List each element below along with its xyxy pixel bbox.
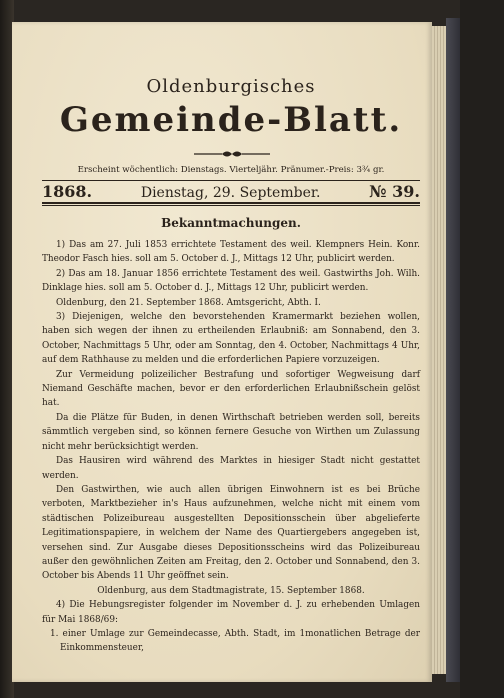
section-title: Bekanntmachungen. [161,216,301,230]
list-item: 1. einer Umlage zur Gemeindecasse, Abth. Stadt, im 1monatlichen Betrage der Einkommensteuer, [50,628,420,654]
rule-bottom-thick [42,202,420,204]
book-cover-edge [446,18,460,682]
masthead-title-small: Oldenburgisches [146,76,316,97]
masthead-title-big: Gemeinde-Blatt. [59,100,403,140]
article-body [42,238,420,656]
paragraph: 4) Die Hebungsregister folgender im November d. J. zu erhebenden Umlagen für Mai 1868/69: [42,600,420,625]
paragraph: Den Gastwirthen, wie auch allen übrigen Einwohnern ist es bei Brüche verboten, Marktbezieher in's Haus aufzunehmen, welche nicht mit einem vom städtischen Polizeibureau ausgestellten Depositionsschein über abgelieferte Legitimationspapiere, in welchem der Name des Quartiergebers angegeben ist, versehen sind. Zur Ausgabe dieses Depositionsscheins wird das Polizeibureau außer den gewöhnlichen Zeiten am Freitag, den 2. October und Sonnabend, den 3. October bis Abends 11 Uhr geöffnet sein. [42,484,420,582]
paragraph: 1) Das am 27. Juli 1853 errichtete Testament des weil. Klempners Hein. Konr. Theodor Fasch hies. soll am 5. October d. J., Mittags 12 Uhr, publicirt werden. [42,240,420,265]
masthead-subtitle: Erscheint wöchentlich: Dienstags. Vierteljähr. Pränumer.-Preis: 3¾ gr. [77,165,385,175]
paragraph: Zur Vermeidung polizeilicher Bestrafung und sofortiger Wegweisung darf Niemand Geschäfte machen, bevor er den erforderlichen Erlaubnißschein gelöst hat. [42,369,420,409]
issue-date: Dienstag, 29. September. [140,185,321,201]
dateline [42,182,420,202]
page-edges [432,26,446,674]
paragraph: 2) Das am 18. Januar 1856 errichtete Testament des weil. Gastwirths Joh. Wilh. Dinklage hies. soll am 5. October d. J., Mittags 12 Uhr, publicirt werden. [42,268,420,294]
ornament-icon [192,148,272,160]
issue-number: № 39. [369,182,420,201]
rule-top [42,180,420,181]
background-right [460,0,504,698]
paragraph-signature: Oldenburg, aus dem Stadtmagistrate, 15. September 1868. [97,585,365,596]
paragraph: Das Hausiren wird während des Marktes in hiesiger Stadt nicht gestattet werden. [42,456,420,481]
issue-year: 1868. [42,182,93,201]
rule-bottom-thin [42,205,420,206]
paragraph-signature: Oldenburg, den 21. September 1868. Amtsgericht, Abth. I. [56,297,321,308]
paragraph: Da die Plätze für Buden, in denen Wirthschaft betrieben werden soll, bereits sämmtlich vergeben sind, so können fernere Gesuche von Wirthen um Zulassung nicht mehr berücksichtigt werden. [42,412,420,452]
paragraph: 3) Diejenigen, welche den bevorstehenden Kramermarkt beziehen wollen, haben sich wegen der ihnen zu ertheilenden Erlaubniß: am Sonnabend, den 3. October, Nachmittags 5 Uhr, oder am Sonntag, den 4. October, Nachmittags 4 Uhr, auf dem Rathhause zu melden und die erforderlichen Papiere vorzuzeigen. [42,312,420,366]
